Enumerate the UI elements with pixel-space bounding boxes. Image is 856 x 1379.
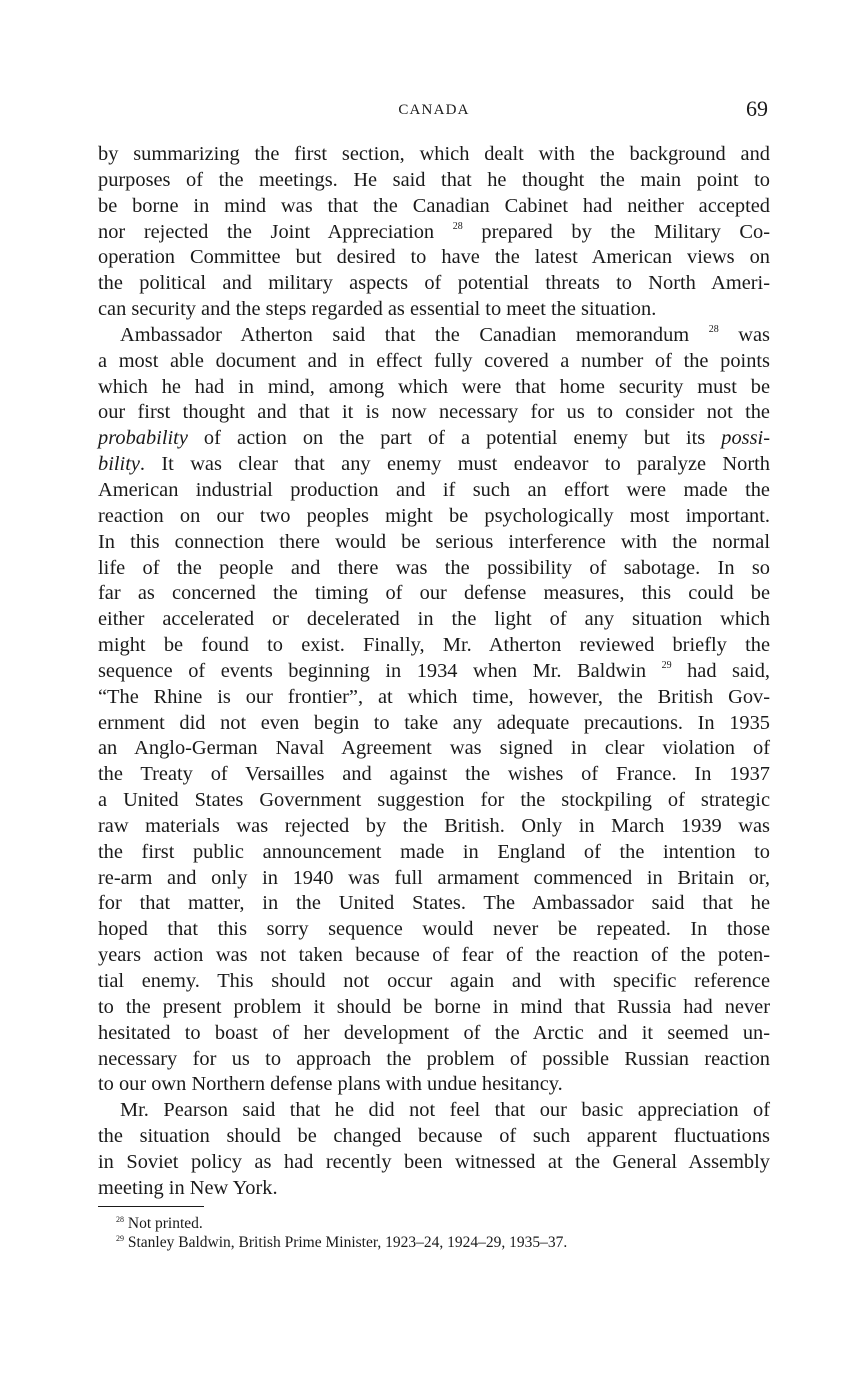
text-line: Ambassador Atherton said that the Canadian memorandum $^{28}$ was <box>120 323 770 346</box>
text-line: which he had in mind, among which were that home security must be <box>98 375 770 398</box>
text-line: our first thought and that it is now necessary for us to consider not the <box>98 401 770 424</box>
paragraph-3 <box>98 1098 770 1201</box>
text-line: re-arm and only in 1940 was full armament commenced in Britain or, <box>98 866 770 889</box>
text-line: to our own Northern defense plans with undue hesitancy. <box>98 1073 563 1096</box>
italic-text: probability <box>98 427 188 450</box>
text-line: necessary for us to approach the problem of possible Russian reaction <box>98 1047 770 1070</box>
text-line: raw materials was rejected by the British. Only in March 1939 was <box>98 814 770 837</box>
text-line: probability of action on the part of a potential enemy but its possi- <box>98 427 770 450</box>
running-title: CANADA <box>398 102 470 118</box>
text-line: operation Committee but desired to have the latest American views on <box>98 246 770 269</box>
text-line: might be found to exist. Finally, Mr. Atherton reviewed briefly the <box>98 634 770 657</box>
text-line: American industrial production and if such an effort were made the <box>98 478 770 501</box>
footnotes <box>116 1214 756 1252</box>
text-line: a most able document and in effect fully covered a number of the points <box>98 349 770 372</box>
footnote-text: Stanley Baldwin, British Prime Minister, 1923–24, 1924–29, 1935–37. <box>127 1234 568 1251</box>
text-line: bility. It was clear that any enemy must endeavor to paralyze North <box>98 453 770 476</box>
text-line: meeting in New York. <box>98 1176 278 1199</box>
text-line: either accelerated or decelerated in the light of any situation which <box>98 608 770 631</box>
footnote-divider <box>98 1206 204 1207</box>
text-line: be borne in mind was that the Canadian Cabinet had neither accepted <box>98 194 770 217</box>
footnote-ref: 29 <box>661 659 672 671</box>
text-line: sequence of events beginning in 1934 when Mr. Baldwin $^{29}$ had said, <box>98 659 770 682</box>
text-line: the political and military aspects of potential threats to North Ameri- <box>98 272 770 295</box>
text-line: for that matter, in the United States. The Ambassador said that he <box>98 892 770 915</box>
text-line: nor rejected the Joint Appreciation $^{28}$ prepared by the Military Co- <box>98 220 770 243</box>
footnote-text: Not printed. <box>127 1215 203 1232</box>
text-line: far as concerned the timing of our defense measures, this could be <box>98 582 770 605</box>
text-line: an Anglo-German Naval Agreement was signed in clear violation of <box>98 737 770 760</box>
text-line: hesitated to boast of her development of the Arctic and it seemed un- <box>98 1021 770 1044</box>
text-line: the first public announcement made in England of the intention to <box>98 840 770 863</box>
text-line: ernment did not even begin to take any adequate precautions. In 1935 <box>98 711 770 734</box>
footnote <box>116 1214 756 1233</box>
text-line: Mr. Pearson said that he did not feel that our basic appreciation of <box>120 1099 770 1122</box>
text-line: to the present problem it should be borne in mind that Russia had never <box>98 995 770 1018</box>
footnote-marker: 28 <box>116 1215 124 1224</box>
text-line: reaction on our two peoples might be psychologically most important. <box>98 504 770 527</box>
text-line: the situation should be changed because of such apparent fluctuations <box>98 1125 770 1148</box>
text-line: can security and the steps regarded as essential to meet the situation. <box>98 298 657 321</box>
paragraph-1 <box>98 142 770 323</box>
page-number: 69 <box>746 96 768 121</box>
footnote-ref: 28 <box>452 220 463 232</box>
text-line: “The Rhine is our frontier”, at which time, however, the British Gov- <box>98 685 770 708</box>
text-line: years action was not taken because of fear of the reaction of the poten- <box>98 944 770 967</box>
footnote-ref: 28 <box>708 323 719 335</box>
text-line: by summarizing the first section, which dealt with the background and <box>98 143 770 165</box>
italic-text: bility <box>98 453 140 476</box>
text-line: a United States Government suggestion for the stockpiling of strategic <box>98 789 770 812</box>
running-head <box>98 96 770 126</box>
text-line: tial enemy. This should not occur again and with specific reference <box>98 970 770 992</box>
footnote <box>116 1233 756 1252</box>
body-text <box>98 142 770 1202</box>
text-line: the Treaty of Versailles and against the wishes of France. In 1937 <box>98 763 770 786</box>
text-line: life of the people and there was the possibility of sabotage. In so <box>98 556 770 579</box>
text-line: hoped that this sorry sequence would never be repeated. In those <box>98 918 770 941</box>
text-line: purposes of the meetings. He said that he thought the main point to <box>98 168 770 191</box>
text-line: in Soviet policy as had recently been witnessed at the General Assembly <box>98 1150 770 1173</box>
paragraph-2 <box>98 323 770 1098</box>
text-line: In this connection there would be serious interference with the normal <box>98 530 770 553</box>
italic-text: possi- <box>721 427 770 450</box>
footnote-marker: 29 <box>116 1234 124 1243</box>
